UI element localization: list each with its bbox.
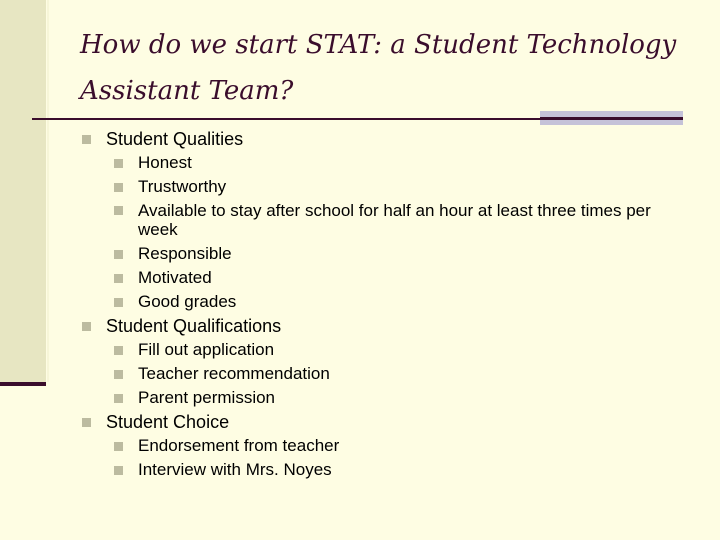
list-item-text: Fill out application (138, 340, 275, 359)
bullet-list (82, 127, 672, 482)
list-item-text: Trustworthy (138, 177, 227, 196)
section-label-choice: Student Choice (106, 412, 230, 432)
square-bullet-icon (114, 442, 123, 451)
left-decorative-band (0, 0, 46, 382)
square-bullet-icon (114, 206, 123, 215)
square-bullet-icon (114, 183, 123, 192)
list-item (82, 175, 672, 199)
list-item (82, 127, 672, 151)
list-item (82, 434, 672, 458)
square-bullet-icon (114, 394, 123, 403)
list-item-text: Motivated (138, 268, 212, 287)
list-item-text: Available to stay after school for half an hour at least three times per week (138, 201, 651, 239)
list-item-text: Parent permission (138, 388, 276, 407)
square-bullet-icon (114, 274, 123, 283)
square-bullet-icon (82, 135, 91, 144)
square-bullet-icon (114, 466, 123, 475)
square-bullet-icon (114, 298, 123, 307)
square-bullet-icon (114, 370, 123, 379)
list-item (82, 338, 672, 362)
list-item-text: Responsible (138, 244, 232, 263)
left-band-accent (0, 382, 46, 386)
list-item (82, 458, 672, 482)
square-bullet-icon (114, 346, 123, 355)
list-item-text: Interview with Mrs. Noyes (138, 460, 332, 479)
title-rule-accent-line (540, 117, 683, 120)
list-item (82, 290, 672, 314)
list-item-text: Endorsement from teacher (138, 436, 340, 455)
slide-title: How do we start STAT: a Student Technology Assistant Team? (80, 30, 677, 106)
list-item (82, 410, 672, 434)
left-divider (47, 0, 49, 382)
section-label-qualities: Student Qualities (106, 129, 244, 149)
square-bullet-icon (114, 250, 123, 259)
section-label-qualifications: Student Qualifications (106, 316, 282, 336)
list-item (82, 314, 672, 338)
square-bullet-icon (82, 418, 91, 427)
list-item-text: Honest (138, 153, 192, 172)
list-item (82, 362, 672, 386)
list-item (82, 199, 672, 242)
list-item-text: Good grades (138, 292, 237, 311)
list-item (82, 266, 672, 290)
square-bullet-icon (114, 159, 123, 168)
list-item-text: Teacher recommendation (138, 364, 330, 383)
list-item (82, 151, 672, 175)
list-item (82, 386, 672, 410)
list-item (82, 242, 672, 266)
square-bullet-icon (82, 322, 91, 331)
